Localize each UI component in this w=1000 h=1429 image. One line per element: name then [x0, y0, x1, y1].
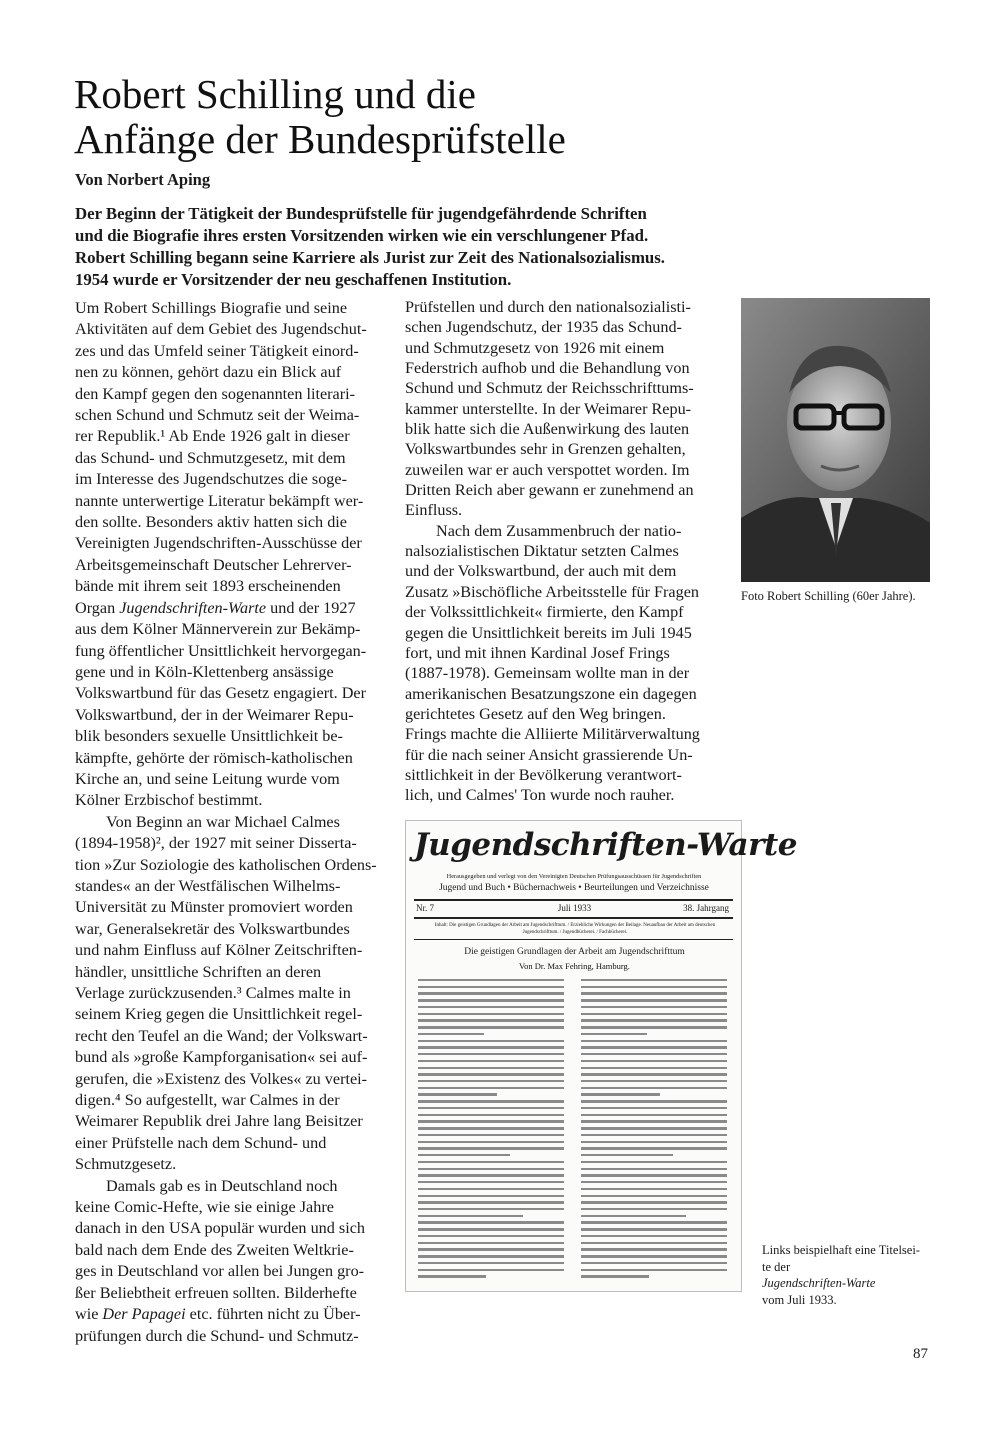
title-line: Robert Schilling und die	[74, 71, 476, 117]
text-line	[405, 399, 700, 419]
text-segment: Frings machte die Alliierte Militärverwaltung	[405, 725, 700, 744]
text-segment: gerichtetes Gesetz auf den Weg bringen.	[405, 704, 666, 723]
clipping-text-line	[581, 1134, 727, 1136]
clipping-text-line	[418, 1073, 564, 1075]
clipping-text-line	[581, 1067, 727, 1069]
text-segment: Aktivitäten auf dem Gebiet des Jugendschut-	[75, 320, 367, 339]
text-segment: blik besonders sexuelle Unsittlichkeit be-	[75, 727, 343, 746]
clipping-text-line	[581, 1248, 727, 1250]
lead-line: 1954 wurde er Vorsitzender der neu geschaffenen Institution.	[75, 270, 512, 289]
text-line	[762, 1259, 920, 1292]
text-segment: Prüfstellen und durch den nationalsozialisti-	[405, 298, 691, 316]
text-segment: fort, und mit ihnen Kardinal Josef Frings	[405, 643, 670, 662]
text-line	[75, 748, 377, 769]
clipping-article-title: Die geistigen Grundlagen der Arbeit am Jugendschrifttum	[464, 947, 685, 957]
text-segment: nannte unterwertige Literatur bekämpft wer-	[75, 491, 364, 510]
text-segment: Dritten Reich aber gewann er zunehmend an	[405, 481, 694, 500]
text-segment: prüfungen durch die Schund- und Schmutz-	[75, 1326, 359, 1345]
clipping-text-line	[418, 1080, 564, 1082]
clipping-text-column	[581, 979, 731, 1287]
text-line	[405, 541, 700, 561]
text-segment: Kirche an, und seine Leitung wurde vom	[75, 769, 340, 788]
clipping-text-line	[581, 1228, 727, 1230]
clipping-text-line	[581, 1174, 727, 1176]
clipping-text-line	[581, 986, 727, 988]
text-segment: nalsozialistischen Diktatur setzten Calmes	[405, 542, 679, 561]
clipping-text-line	[418, 1114, 564, 1116]
clipping-text-line	[418, 999, 564, 1001]
body-column-1	[75, 298, 377, 1347]
text-line	[405, 500, 700, 520]
clipping-text-line	[581, 1040, 727, 1042]
text-segment: Volkswartbund für das Gesetz engagiert. Der	[75, 684, 366, 703]
clipping-text-line	[581, 1006, 727, 1008]
clipping-text-line	[581, 1195, 727, 1197]
text-line	[75, 1176, 377, 1197]
text-line	[75, 1261, 377, 1282]
text-line	[75, 790, 377, 811]
portrait-photo	[741, 298, 930, 582]
text-line	[75, 598, 377, 619]
text-segment: Zusatz »Bischöfliche Arbeitsstelle für Fragen	[405, 582, 699, 601]
clipping-text-line	[418, 1107, 564, 1109]
text-line	[75, 662, 377, 683]
text-line	[405, 561, 700, 581]
text-segment: Schmutzgesetz.	[75, 1155, 177, 1174]
text-line	[405, 338, 700, 358]
text-line	[405, 745, 700, 765]
text-line	[75, 1004, 377, 1025]
clipping-text-line	[418, 1127, 564, 1129]
text-segment: Volkswartbund, der in der Weimarer Repu-	[75, 705, 354, 724]
text-segment: Nach dem Zusammenbruch der natio-	[436, 521, 682, 540]
text-segment: Einfluss.	[405, 501, 463, 520]
text-line	[75, 855, 377, 876]
divider	[414, 939, 733, 940]
clipping-text-line	[418, 1060, 564, 1062]
clipping-text-line	[581, 1141, 727, 1143]
clipping-masthead: Jugendschriften-Warte	[414, 827, 797, 863]
text-line	[405, 704, 700, 724]
text-line	[405, 460, 700, 480]
clipping-text-line	[581, 1120, 727, 1122]
clipping-text-line	[418, 1262, 564, 1264]
italic-title: Jugendschriften-Warte	[762, 1276, 876, 1290]
text-line	[75, 1069, 377, 1090]
photo-caption: Foto Robert Schilling (60er Jahre).	[741, 589, 916, 603]
clipping-text-line	[581, 1269, 727, 1271]
text-segment: bände mit ihrem seit 1893 erscheinenden	[75, 577, 341, 596]
portrait-image	[741, 298, 930, 582]
text-line	[75, 1154, 377, 1175]
clipping-text-line	[581, 979, 727, 981]
text-line	[405, 378, 700, 398]
text-line	[75, 1283, 377, 1304]
text-line	[75, 1133, 377, 1154]
text-segment: kammer unterstellte. In der Weimarer Repu-	[405, 399, 692, 418]
text-line	[405, 602, 700, 622]
clipping-text-line	[581, 1026, 727, 1028]
text-line	[75, 726, 377, 747]
text-line	[405, 582, 700, 602]
text-line	[75, 705, 377, 726]
text-line	[405, 419, 700, 439]
text-line	[75, 876, 377, 897]
clipping-text-line	[581, 1053, 727, 1055]
text-line	[75, 298, 377, 319]
clipping-text-line	[581, 1161, 727, 1163]
clipping-text-line	[418, 992, 564, 994]
lead-line: Der Beginn der Tätigkeit der Bundesprüfstelle für jugendgefährdende Schriften	[75, 204, 647, 223]
text-line	[75, 1090, 377, 1111]
text-segment: den sollte. Besonders aktiv hatten sich die	[75, 513, 347, 532]
clipping-text-line	[581, 1114, 727, 1116]
clipping-text-line	[581, 1255, 727, 1257]
text-line	[75, 362, 377, 383]
clipping-text-line	[418, 986, 564, 988]
text-segment: gene und in Köln-Klettenberg ansässige	[75, 662, 334, 681]
clipping-text-line	[418, 1188, 564, 1190]
clipping-text-line	[418, 1208, 564, 1210]
text-segment: keine Comic-Hefte, wie sie einige Jahre	[75, 1198, 334, 1217]
text-line	[75, 1304, 377, 1325]
title-line: Anfänge der Bundesprüfstelle	[74, 116, 566, 162]
clipping-text-column	[418, 979, 568, 1287]
clipping-text-line	[581, 1275, 649, 1277]
text-line	[405, 765, 700, 785]
clipping-subtitle: Herausgegeben und verlegt von den Vereinigten Deutschen Prüfungsausschüssen für Jugendschriften	[446, 873, 702, 880]
text-segment: schen Schund und Schmutz seit der Weima-	[75, 406, 360, 425]
clipping-text-line	[581, 1093, 660, 1095]
clipping-text-line	[418, 1269, 564, 1271]
text-segment: bund als »große Kampforganisation« sei auf-	[75, 1048, 368, 1067]
text-line	[405, 623, 700, 643]
text-segment: Von Beginn an war Michael Calmes	[106, 812, 340, 831]
clipping-text-line	[418, 1255, 564, 1257]
text-segment: Damals gab es in Deutschland noch	[106, 1176, 338, 1195]
text-line	[75, 512, 377, 533]
clipping-text-line	[418, 1006, 564, 1008]
text-line	[405, 663, 700, 683]
clipping-subtitle: Jugend und Buch • Büchernachweis • Beurteilungen und Verzeichnisse	[439, 883, 709, 893]
text-line	[405, 439, 700, 459]
text-line	[405, 358, 700, 378]
text-segment: ges in Deutschland vor allen bei Jungen gro-	[75, 1262, 365, 1281]
text-segment: wie	[75, 1305, 103, 1324]
text-segment: (1894-1958)², der 1927 mit seiner Disserta-	[75, 834, 357, 853]
text-segment: für die nach seiner Ansicht grassierende Un-	[405, 745, 693, 764]
text-segment: im Interesse des Jugendschutzes die soge-	[75, 470, 347, 489]
clipping-text-line	[581, 1215, 686, 1217]
text-segment: Federstrich aufhob und die Behandlung von	[405, 359, 690, 378]
lead-paragraph	[75, 203, 735, 291]
clipping-text-line	[418, 1046, 564, 1048]
clipping-text-line	[418, 1275, 486, 1277]
clipping-text-line	[581, 1188, 727, 1190]
clipping-text-line	[418, 1221, 564, 1223]
clipping-text-line	[418, 1134, 564, 1136]
text-segment: Verlage zurückzusenden.³ Calmes malte in	[75, 984, 351, 1002]
text-segment: kämpfte, gehörte der römisch-katholischen	[75, 748, 353, 767]
text-segment: das Schund- und Schmutzgesetz, mit dem	[75, 448, 346, 467]
clipping-text-line	[418, 1181, 564, 1183]
text-line	[75, 384, 377, 405]
clipping-text-line	[418, 1013, 564, 1015]
clipping-contents: Inhalt: Die geistigen Grundlagen der Arbeit am Jugendschrifttum. / Erziehliche Wirkungen der Beilage. Neuaufbau der Arbeit am deutschen Jugendschrifttum. / Jugendbücherei. / Fachbücherei.	[434, 923, 716, 935]
text-segment: aus dem Kölner Männerverein zur Bekämp-	[75, 620, 361, 639]
clipping-text-line	[418, 1019, 564, 1021]
clipping-text-line	[581, 1033, 647, 1035]
lead-line: Robert Schilling begann seine Karriere als Jurist zur Zeit des Nationalsozialismus.	[75, 248, 665, 267]
text-line	[405, 521, 700, 541]
text-line	[75, 983, 377, 1004]
text-segment: gerufen, die »Existenz des Volkes« zu vertei-	[75, 1069, 368, 1088]
article-title	[74, 72, 566, 162]
text-segment: und nahm Einfluss auf Kölner Zeitschriften-	[75, 941, 363, 960]
text-line	[75, 576, 377, 597]
clipping-text-line	[581, 1087, 727, 1089]
text-segment: blik hatte sich die Außenwirkung des lauten	[405, 420, 690, 439]
text-line	[75, 683, 377, 704]
clipping-text-line	[581, 1080, 727, 1082]
text-line	[75, 1111, 377, 1132]
clipping-text-line	[418, 1228, 564, 1230]
text-line	[405, 480, 700, 500]
clipping-text-line	[418, 1087, 564, 1089]
clipping-text-line	[581, 1181, 727, 1183]
clipping-text-line	[418, 1040, 564, 1042]
text-line	[75, 555, 377, 576]
text-line	[762, 1242, 920, 1259]
body-column-2	[405, 297, 700, 806]
clipping-text-line	[581, 1013, 727, 1015]
clipping-text-line	[418, 1120, 564, 1122]
text-segment: ßer Beliebtheit erfreuen sollten. Bilderhefte	[75, 1283, 357, 1302]
clipping-text-line	[418, 1235, 564, 1237]
clipping-text-line	[418, 1147, 564, 1149]
text-line	[405, 785, 700, 805]
clipping-text-line	[581, 999, 727, 1001]
clipping-text-line	[581, 1073, 727, 1075]
text-line	[75, 469, 377, 490]
clipping-text-line	[418, 1141, 564, 1143]
text-line	[75, 919, 377, 940]
clipping-text-line	[581, 1168, 727, 1170]
clipping-text-line	[418, 1195, 564, 1197]
text-line	[75, 619, 377, 640]
clipping-text-line	[418, 1248, 564, 1250]
text-line	[405, 297, 700, 317]
text-line	[405, 724, 700, 744]
text-line	[75, 940, 377, 961]
italic-title: Der Papagei	[102, 1305, 186, 1324]
clipping-text-line	[581, 1242, 727, 1244]
clipping-text-line	[581, 1154, 673, 1156]
clipping-text-line	[418, 1168, 564, 1170]
text-line	[75, 897, 377, 918]
text-line	[405, 684, 700, 704]
text-line	[75, 812, 377, 833]
text-segment: und der Volkswartbund, der auch mit dem	[405, 562, 677, 581]
text-segment: vom Juli 1933.	[762, 1292, 837, 1307]
clipping-text-line	[581, 1201, 727, 1203]
clipping-text-line	[581, 1046, 727, 1048]
clipping-text-line	[581, 1147, 727, 1149]
text-line	[762, 1292, 920, 1309]
text-segment: Kölner Erzbischof bestimmt.	[75, 791, 263, 810]
text-segment: nen zu können, gehört dazu ein Blick auf	[75, 363, 342, 382]
text-segment: bald nach dem Ende des Zweiten Weltkrie-	[75, 1240, 354, 1259]
text-line	[405, 643, 700, 663]
clipping-text-line	[418, 1026, 564, 1028]
text-line	[75, 769, 377, 790]
text-segment: Um Robert Schillings Biografie und seine	[75, 299, 348, 317]
clipping-text-line	[418, 1242, 564, 1244]
text-segment: gegen die Unsittlichkeit bereits im Juli 1945	[405, 623, 692, 642]
text-segment: digen.⁴ So aufgestellt, war Calmes in der	[75, 1091, 340, 1110]
text-line	[75, 1218, 377, 1239]
page-number: 87	[913, 1346, 928, 1362]
clipping-date: Juli 1933	[557, 903, 592, 913]
clipping-text-line	[418, 1201, 564, 1203]
text-line	[75, 405, 377, 426]
clipping-text-line	[418, 1093, 497, 1095]
text-segment: und der 1927	[266, 598, 356, 617]
text-segment: Weimarer Republik drei Jahre lang Beisitzer	[75, 1112, 363, 1131]
text-segment: war, Generalsekretär des Volkswartbundes	[75, 919, 350, 938]
text-line	[75, 448, 377, 469]
text-segment: Volkswartbundes sehr in Grenzen gehalten,	[405, 440, 686, 459]
text-line	[75, 1047, 377, 1068]
clipping-text-line	[581, 992, 727, 994]
clipping-text-line	[581, 1208, 727, 1210]
clipping-text-line	[581, 1019, 727, 1021]
clipping-volume: 38. Jahrgang	[683, 903, 729, 913]
clipping-text-line	[581, 1107, 727, 1109]
clipping-article-author: Von Dr. Max Fehring, Hamburg.	[519, 961, 630, 971]
text-segment: Links beispielhaft eine Titelsei-	[762, 1243, 920, 1257]
text-segment: standes« an der Westfälischen Wilhelms-	[75, 876, 341, 895]
byline: Von Norbert Aping	[75, 170, 211, 189]
text-segment: te der	[762, 1259, 791, 1274]
clipping-issue: Nr. 7	[416, 903, 434, 913]
clipping-text-line	[418, 1100, 564, 1102]
clipping-text-line	[418, 1033, 484, 1035]
text-line	[75, 833, 377, 854]
clipping-text-line	[418, 1053, 564, 1055]
text-line	[75, 1197, 377, 1218]
text-segment: Vereinigten Jugendschriften-Ausschüsse der	[75, 534, 362, 553]
text-segment: danach in den USA populär wurden und sich	[75, 1219, 365, 1238]
clipping-text-line	[418, 1174, 564, 1176]
text-line	[75, 341, 377, 362]
clipping-text-line	[581, 1221, 727, 1223]
clipping-text-line	[418, 979, 564, 981]
divider	[414, 899, 733, 901]
text-line	[75, 641, 377, 662]
clipping-text-line	[581, 1100, 727, 1102]
text-segment: einer Prüfstelle nach dem Schund- und	[75, 1133, 327, 1152]
text-segment: schen Jugendschutz, der 1935 das Schund-	[405, 318, 682, 337]
text-segment: Schund und Schmutz der Reichsschrifttums-	[405, 379, 694, 398]
text-segment: zuweilen war er auch verspottet worden. Im	[405, 460, 690, 479]
text-segment: fung öffentlicher Unsittlichkeit hervorgegan-	[75, 641, 367, 660]
text-segment: und Schmutzgesetz von 1926 mit einem	[405, 338, 665, 357]
text-segment: (1887-1978). Gemeinsam wollte man in der	[405, 664, 690, 683]
italic-title: Jugendschriften-Warte	[119, 598, 267, 617]
text-line	[75, 1326, 377, 1347]
clipping-text-line	[418, 1215, 523, 1217]
text-segment: der Volkssittlichkeit« firmierte, den Kampf	[405, 603, 684, 622]
text-segment: sittlichkeit in der Bevölkerung verantwort-	[405, 765, 682, 784]
text-line	[75, 426, 377, 447]
text-line	[75, 533, 377, 554]
text-line	[75, 491, 377, 512]
text-segment: Organ	[75, 598, 120, 617]
text-line	[75, 1240, 377, 1261]
lead-line: und die Biografie ihres ersten Vorsitzenden wirken wie ein verschlungener Pfad.	[75, 226, 649, 245]
text-segment: den Kampf gegen den sogenannten literari-	[75, 384, 356, 403]
text-segment: etc. führten nicht zu Über-	[185, 1305, 361, 1324]
text-line	[75, 962, 377, 983]
text-segment: lich, und Calmes' Ton wurde noch rauher.	[405, 786, 675, 805]
clipping-text-line	[581, 1127, 727, 1129]
text-segment: seinem Krieg gegen die Unsittlichkeit regel-	[75, 1005, 363, 1024]
clipping-text-line	[418, 1067, 564, 1069]
clipping-text-line	[581, 1060, 727, 1062]
text-line	[405, 317, 700, 337]
text-segment: rer Republik.¹ Ab Ende 1926 galt in dieser	[75, 427, 350, 446]
text-segment: amerikanischen Besatzungszone ein dagegen	[405, 684, 697, 703]
text-segment: tion »Zur Soziologie des katholischen Ordens-	[75, 855, 377, 874]
text-segment: Universität zu Münster promoviert worden	[75, 898, 353, 917]
text-line	[75, 1026, 377, 1047]
divider	[414, 917, 733, 919]
text-line	[75, 319, 377, 340]
text-segment: händler, unsittliche Schriften an deren	[75, 962, 322, 981]
text-segment: zes und das Umfeld seiner Tätigkeit einord-	[75, 341, 359, 360]
clipping-caption	[762, 1242, 920, 1308]
text-segment: Arbeitsgemeinschaft Deutscher Lehrerver-	[75, 555, 352, 574]
text-segment: recht den Teufel an die Wand; der Volkswart-	[75, 1026, 368, 1045]
clipping-text-line	[581, 1235, 727, 1237]
clipping-text-line	[418, 1161, 564, 1163]
clipping-text-line	[418, 1154, 510, 1156]
clipping-text-line	[581, 1262, 727, 1264]
